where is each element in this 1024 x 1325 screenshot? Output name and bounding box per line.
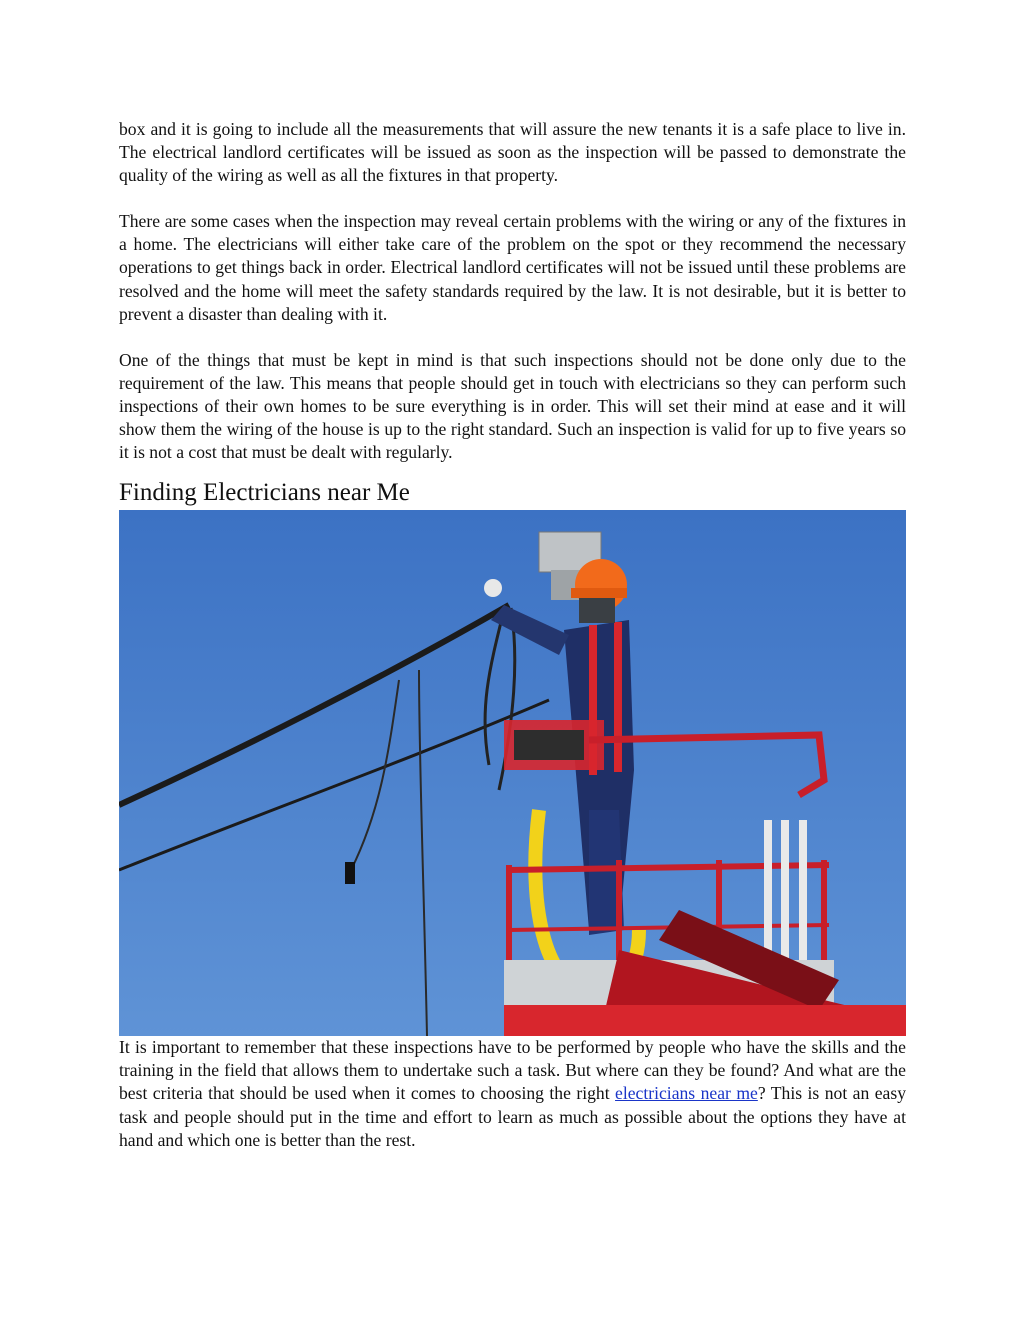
paragraph-3: One of the things that must be kept in mind is that such inspections should not be done only due to the requirement of the law. This means that people should get in touch with electricians so they can perform such inspections of their own homes to be sure everything is in order. This will set their mind at ease and it will show them the wiring of the house is up to the right standard. Such an inspection is valid for up to five years so it is not a cost that must be dealt with regularly. bbox=[119, 349, 906, 463]
electricians-near-me-link[interactable]: electricians near me bbox=[615, 1083, 758, 1104]
paragraph-2: There are some cases when the inspection may reveal certain problems with the wiring or any of the fixtures in a home. The electricians will either take care of the problem on the spot or they recommend the necessary operations to get things back in order. Electrical landlord certificates will not be issued until these problems are resolved and the home will meet the safety standards required by the law. It is not desirable, but it is better to prevent a disaster than dealing with it. bbox=[119, 211, 906, 324]
paragraph-4 bbox=[119, 1036, 906, 1151]
section-heading: Finding Electricians near Me bbox=[119, 479, 410, 507]
electrician-photo bbox=[119, 510, 906, 1036]
paragraph-4-text-after: ? This is not an easy task and people should put in the time and effort to learn as much as possible about the options they have at hand and which one is better than the rest. bbox=[119, 1083, 906, 1150]
paragraph-1: box and it is going to include all the measurements that will assure the new tenants it is a safe place to live in. The electrical landlord certificates will be issued as soon as the inspection will be passed to demonstrate the quality of the wiring as well as all the fixtures in that property. bbox=[119, 119, 906, 186]
document-page bbox=[119, 118, 906, 1152]
paragraph-4-text-before: It is important to remember that these inspections have to be performed by people who have the skills and the training in the field that allows them to undertake such a task. But where can they be found? And what are the best criteria that should be used when it comes to choosing the right bbox=[119, 1037, 906, 1104]
